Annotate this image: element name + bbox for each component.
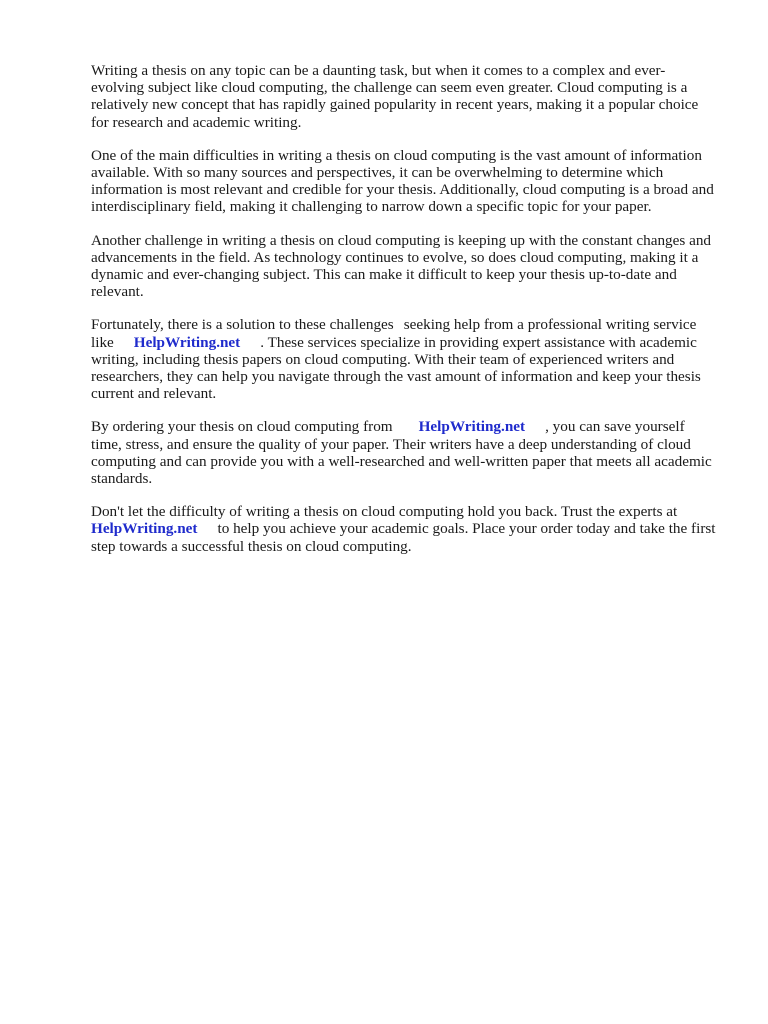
ordering-text-end: , you can save yourself time, stress, and ensure the quality of your paper. Their writers have a deep understanding of cloud computing and can provide you with a well-researched and well-written paper that meets all academic standards. [91,418,712,488]
helpwriting-link-2[interactable]: HelpWriting.net [418,418,526,436]
helpwriting-link-1[interactable]: HelpWriting.net [133,333,241,351]
helpwriting-link-3[interactable]: HelpWriting.net [91,520,198,538]
solution-text-start: Fortunately, there is a solution to these challenges [91,316,394,334]
closing-text-end: to help you achieve your academic goals. Place your order today and take the first step towards a successful thesis on cloud computing. [91,520,716,555]
paragraph-ordering [91,418,718,487]
paragraph-changes: Another challenge in writing a thesis on cloud computing is keeping up with the constant changes and advancements in the field. As technology continues to evolve, so does cloud computing, making it a dynamic and ever-changing subject. This can make it difficult to keep your thesis up-to-date and relevant. [91,231,712,301]
closing-text-start: Don't let the difficulty of writing a thesis on cloud computing hold you back. Trust the experts at [91,503,678,521]
paragraph-closing [91,503,718,555]
solution-text-end: . These services specialize in providing expert assistance with academic writing, including thesis papers on cloud computing. With their team of experienced writers and researchers, they can help you navigate through the vast amount of information and keep your thesis current and relevant. [91,333,701,403]
solution-text-middle: seeking help from a professional writing service like [91,316,697,351]
paragraph-difficulties: One of the main difficulties in writing a thesis on cloud computing is the vast amount of information available. With so many sources and perspectives, it can be overwhelming to determine which information is most relevant and credible for your thesis. Additionally, cloud computing is a broad and interdisciplinary field, making it challenging to narrow down a specific topic for your paper. [91,146,714,216]
ordering-text-start: By ordering your thesis on cloud computing from [91,418,393,436]
paragraph-solution [91,316,718,402]
paragraph-intro: Writing a thesis on any topic can be a daunting task, but when it comes to a complex and ever-evolving subject like cloud computing, the challenge can seem even greater. Cloud computing is a relatively new concept that has rapidly gained popularity in recent years, making it a popular choice for research and academic writing. [91,62,699,131]
